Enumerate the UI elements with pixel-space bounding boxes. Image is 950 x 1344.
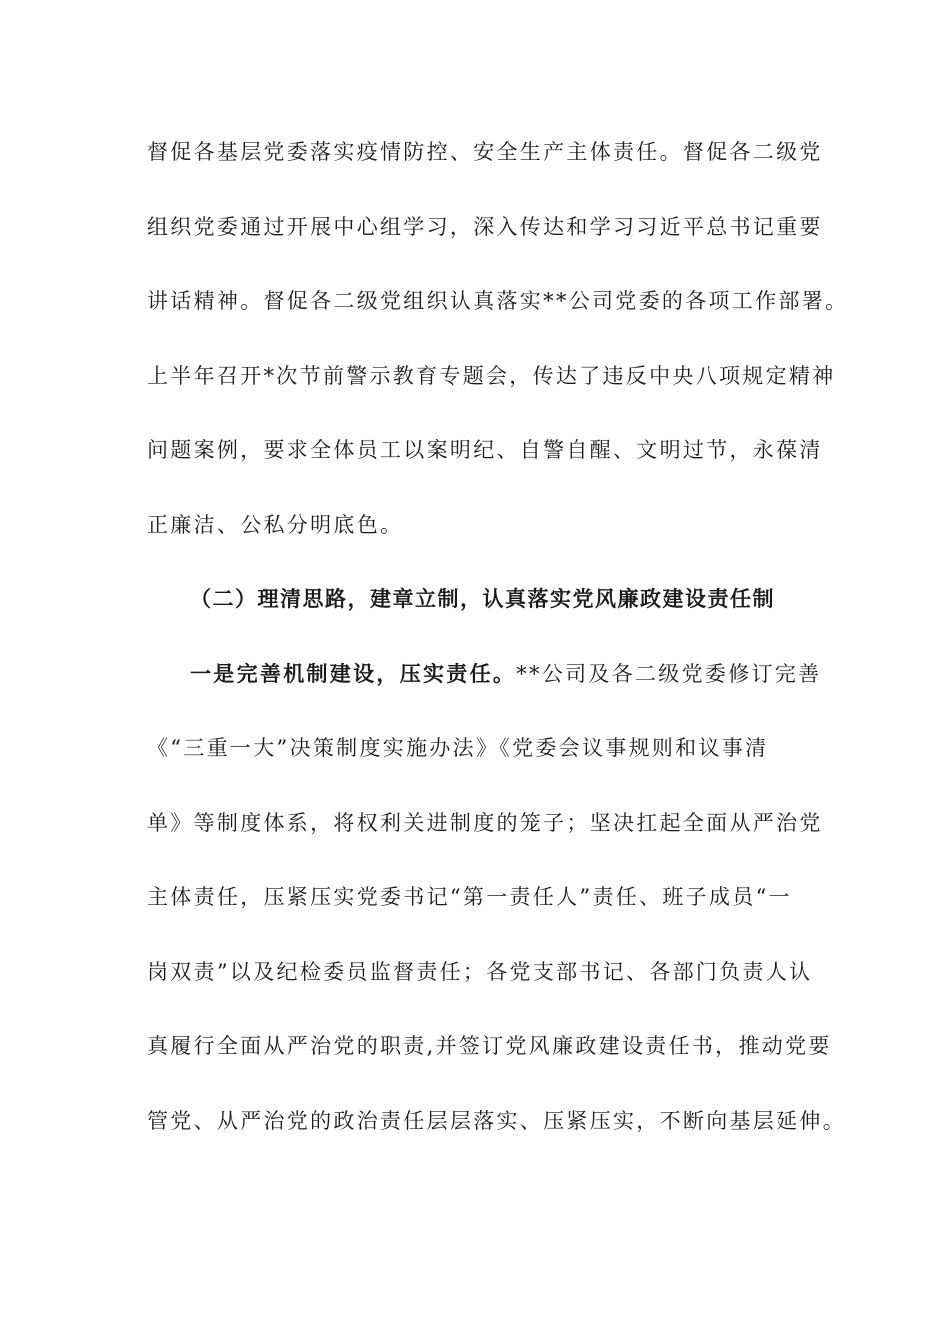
paragraph-line: 真履行全面从严治党的职责,并签订党风廉政建设责任书，推动党要: [147, 1034, 832, 1058]
paragraph-line: 问题案例，要求全体员工以案明纪、自警自醒、文明过节，永葆清: [147, 438, 823, 462]
paragraph-line: 岗双责”以及纪检委员监督责任；各党支部书记、各部门负责人认: [147, 960, 813, 984]
paragraph-line: 上半年召开*次节前警示教育专题会，传达了违反中央八项规定精神: [147, 364, 836, 388]
section-heading: （二）理清思路，建章立制，认真落实党风廉政建设责任制: [190, 586, 775, 611]
paragraph-line: 督促各基层党委落实疫情防控、安全生产主体责任。督促各二级党: [147, 140, 823, 164]
paragraph-line: 单》等制度体系，将权利关进制度的笼子；坚决扛起全面从严治党: [147, 811, 823, 835]
paragraph-line: 主体责任，压紧压实党委书记“第一责任人”责任、班子成员“一: [147, 885, 792, 909]
lead-bold-text: 一是完善机制建设，压实责任。: [190, 661, 517, 686]
paragraph-line: 正廉洁、公私分明底色。: [147, 513, 404, 537]
paragraph-first-line: [190, 659, 870, 689]
paragraph-line: 组织党委通过开展中心组学习，深入传达和学习习近平总书记重要: [147, 215, 823, 239]
paragraph-line: 管党、从严治党的政治责任层层落实、压紧压实，不断向基层延伸。: [147, 1109, 846, 1133]
paragraph-line: 《“三重一大”决策制度实施办法》《党委会议事规则和议事清: [147, 736, 769, 760]
lead-rest-text: **公司及各二级党委修订完善: [516, 662, 822, 686]
paragraph-line: 讲话精神。督促各二级党组织认真落实**公司党委的各项工作部署。: [147, 289, 849, 313]
